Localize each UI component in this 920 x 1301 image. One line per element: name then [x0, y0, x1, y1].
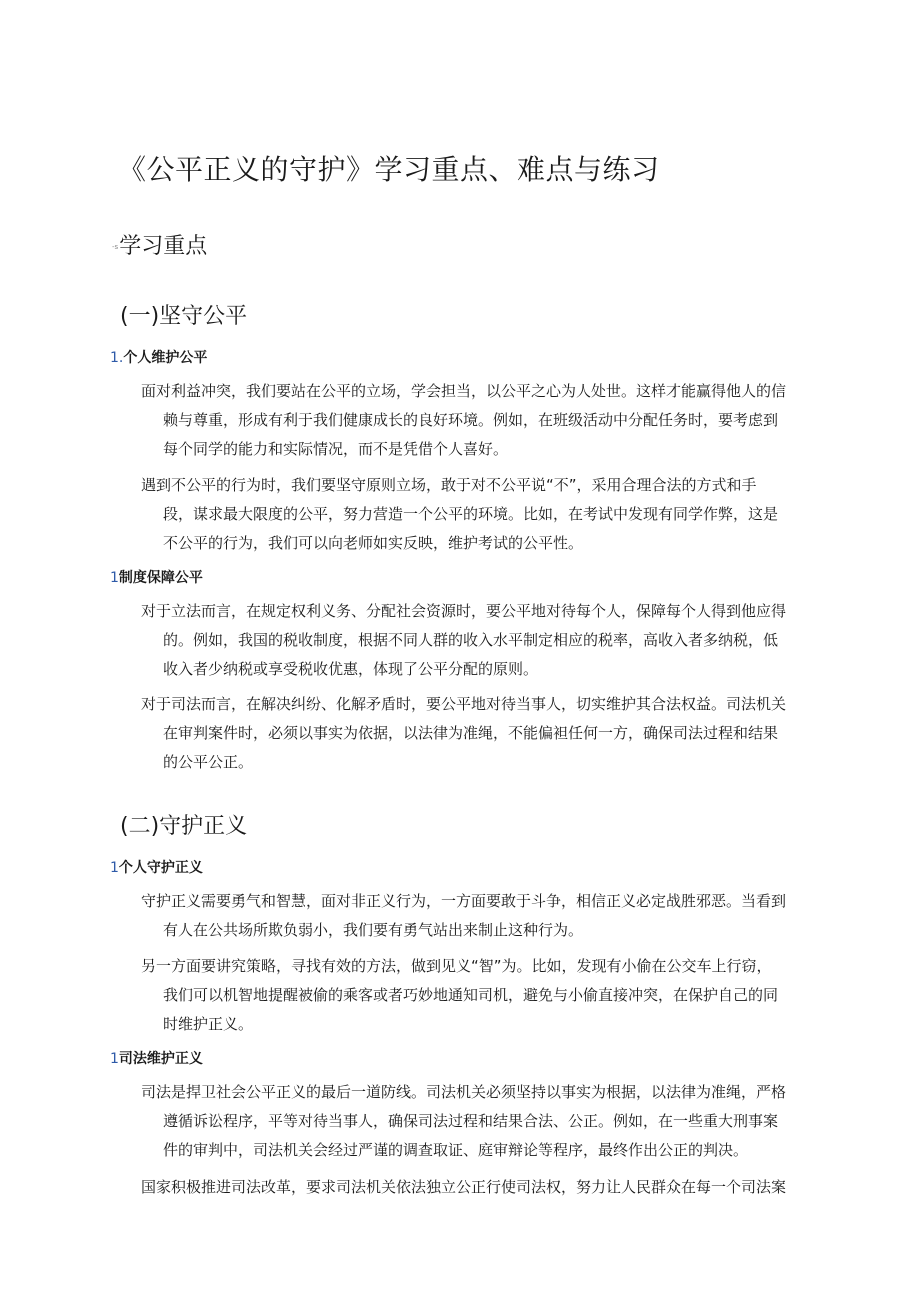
paragraph-line: 另一方面要讲究策略，寻找有效的方法，做到见义“智”为。比如，发现有小偷在公交车上行窃，: [141, 957, 772, 975]
subheading-number: 1: [110, 570, 119, 586]
paragraph: [141, 952, 809, 1039]
subheading-label: 制度保障公平: [118, 570, 203, 586]
paragraph-line: 段，谋求最大限度的公平，努力营造一个公平的环境。比如，在考试中发现有同学作弊，这是: [163, 505, 779, 523]
paragraph-line: 在审判案件时，必须以事实为依据，以法律为准绳，不能偏袒任何一方，确保司法过程和结果: [163, 724, 779, 742]
subheading-label: 个人守护正义: [118, 860, 203, 876]
paragraph: [141, 1078, 809, 1165]
paragraph-line: 遵循诉讼程序，平等对待当事人，确保司法过程和结果合法、公正。例如，在一些重大刑事案: [163, 1112, 779, 1130]
subheading-number: 1: [110, 860, 119, 876]
part1-sub2-heading: [110, 567, 203, 587]
paragraph: [141, 471, 809, 558]
part1-heading: (一)坚守公平: [120, 304, 248, 329]
paragraph-line: 每个同学的能力和实际情况，而不是凭借个人喜好。: [163, 440, 509, 458]
part2-sub1-heading: [110, 857, 203, 877]
paragraph: [141, 690, 809, 777]
paragraph-line: 有人在公共场所欺负弱小，我们要有勇气站出来制止这种行为。: [163, 921, 584, 939]
paragraph: [141, 1173, 809, 1202]
section-heading-text: 学习重点: [119, 234, 208, 259]
subheading-number: 1.: [110, 350, 124, 366]
subheading-label: 个人维护公平: [123, 350, 208, 366]
section-heading-key-points: [112, 229, 207, 260]
paragraph-line: 不公平的行为，我们可以向老师如实反映，维护考试的公平性。: [163, 534, 584, 552]
paragraph-line: 遇到不公平的行为时，我们要坚守原则立场，敢于对不公平说“不”，采用合理合法的方式和手: [141, 476, 757, 494]
paragraph-line: 的公平公正。: [163, 753, 254, 771]
paragraph-line: 的。例如，我国的税收制度，根据不同人群的收入水平制定相应的税率，高收入者多纳税，低: [163, 631, 779, 649]
paragraph-line: 件的审判中，司法机关会经过严谨的调查取证、庭审辩论等程序，最终作出公正的判决。: [163, 1141, 749, 1159]
section-marker: -s: [112, 243, 119, 251]
paragraph-line: 司法是捍卫社会公平正义的最后一道防线。司法机关必须坚持以事实为根据，以法律为准绳，严格: [141, 1083, 787, 1101]
paragraph-line: 守护正义需要勇气和智慧，面对非正义行为，一方面要敢于斗争，相信正义必定战胜邪恶。当看到: [141, 892, 787, 910]
subheading-number: 1: [110, 1051, 119, 1067]
paragraph: [141, 377, 809, 464]
paragraph-line: 对于司法而言，在解决纠纷、化解矛盾时，要公平地对待当事人，切实维护其合法权益。司法机关: [141, 695, 787, 713]
paragraph-line: 收入者少纳税或享受税收优惠，体现了公平分配的原则。: [163, 660, 539, 678]
part1-sub1-heading: [110, 347, 207, 367]
paragraph-line: 时维护正义。: [163, 1015, 254, 1033]
document-title: 《公平正义的守护》学习重点、难点与练习: [118, 153, 660, 186]
paragraph-line: 赖与尊重，形成有利于我们健康成长的良好环境。例如，在班级活动中分配任务时，要考虑到: [163, 411, 779, 429]
part2-sub2-heading: [110, 1048, 203, 1068]
part2-heading: (二)守护正义: [120, 814, 248, 839]
subheading-label: 司法维护正义: [118, 1051, 203, 1067]
paragraph-line: 面对利益冲突，我们要站在公平的立场，学会担当，以公平之心为人处世。这样才能赢得他人的信: [141, 382, 787, 400]
paragraph: [141, 887, 809, 945]
paragraph-line: 我们可以机智地提醒被偷的乘客或者巧妙地通知司机，避免与小偷直接冲突，在保护自己的同: [163, 986, 779, 1004]
paragraph: [141, 597, 809, 684]
paragraph-line: 国家积极推进司法改革，要求司法机关依法独立公正行使司法权，努力让人民群众在每一个司法案: [141, 1178, 787, 1196]
paragraph-line: 对于立法而言，在规定权利义务、分配社会资源时，要公平地对待每个人，保障每个人得到他应得: [141, 602, 787, 620]
